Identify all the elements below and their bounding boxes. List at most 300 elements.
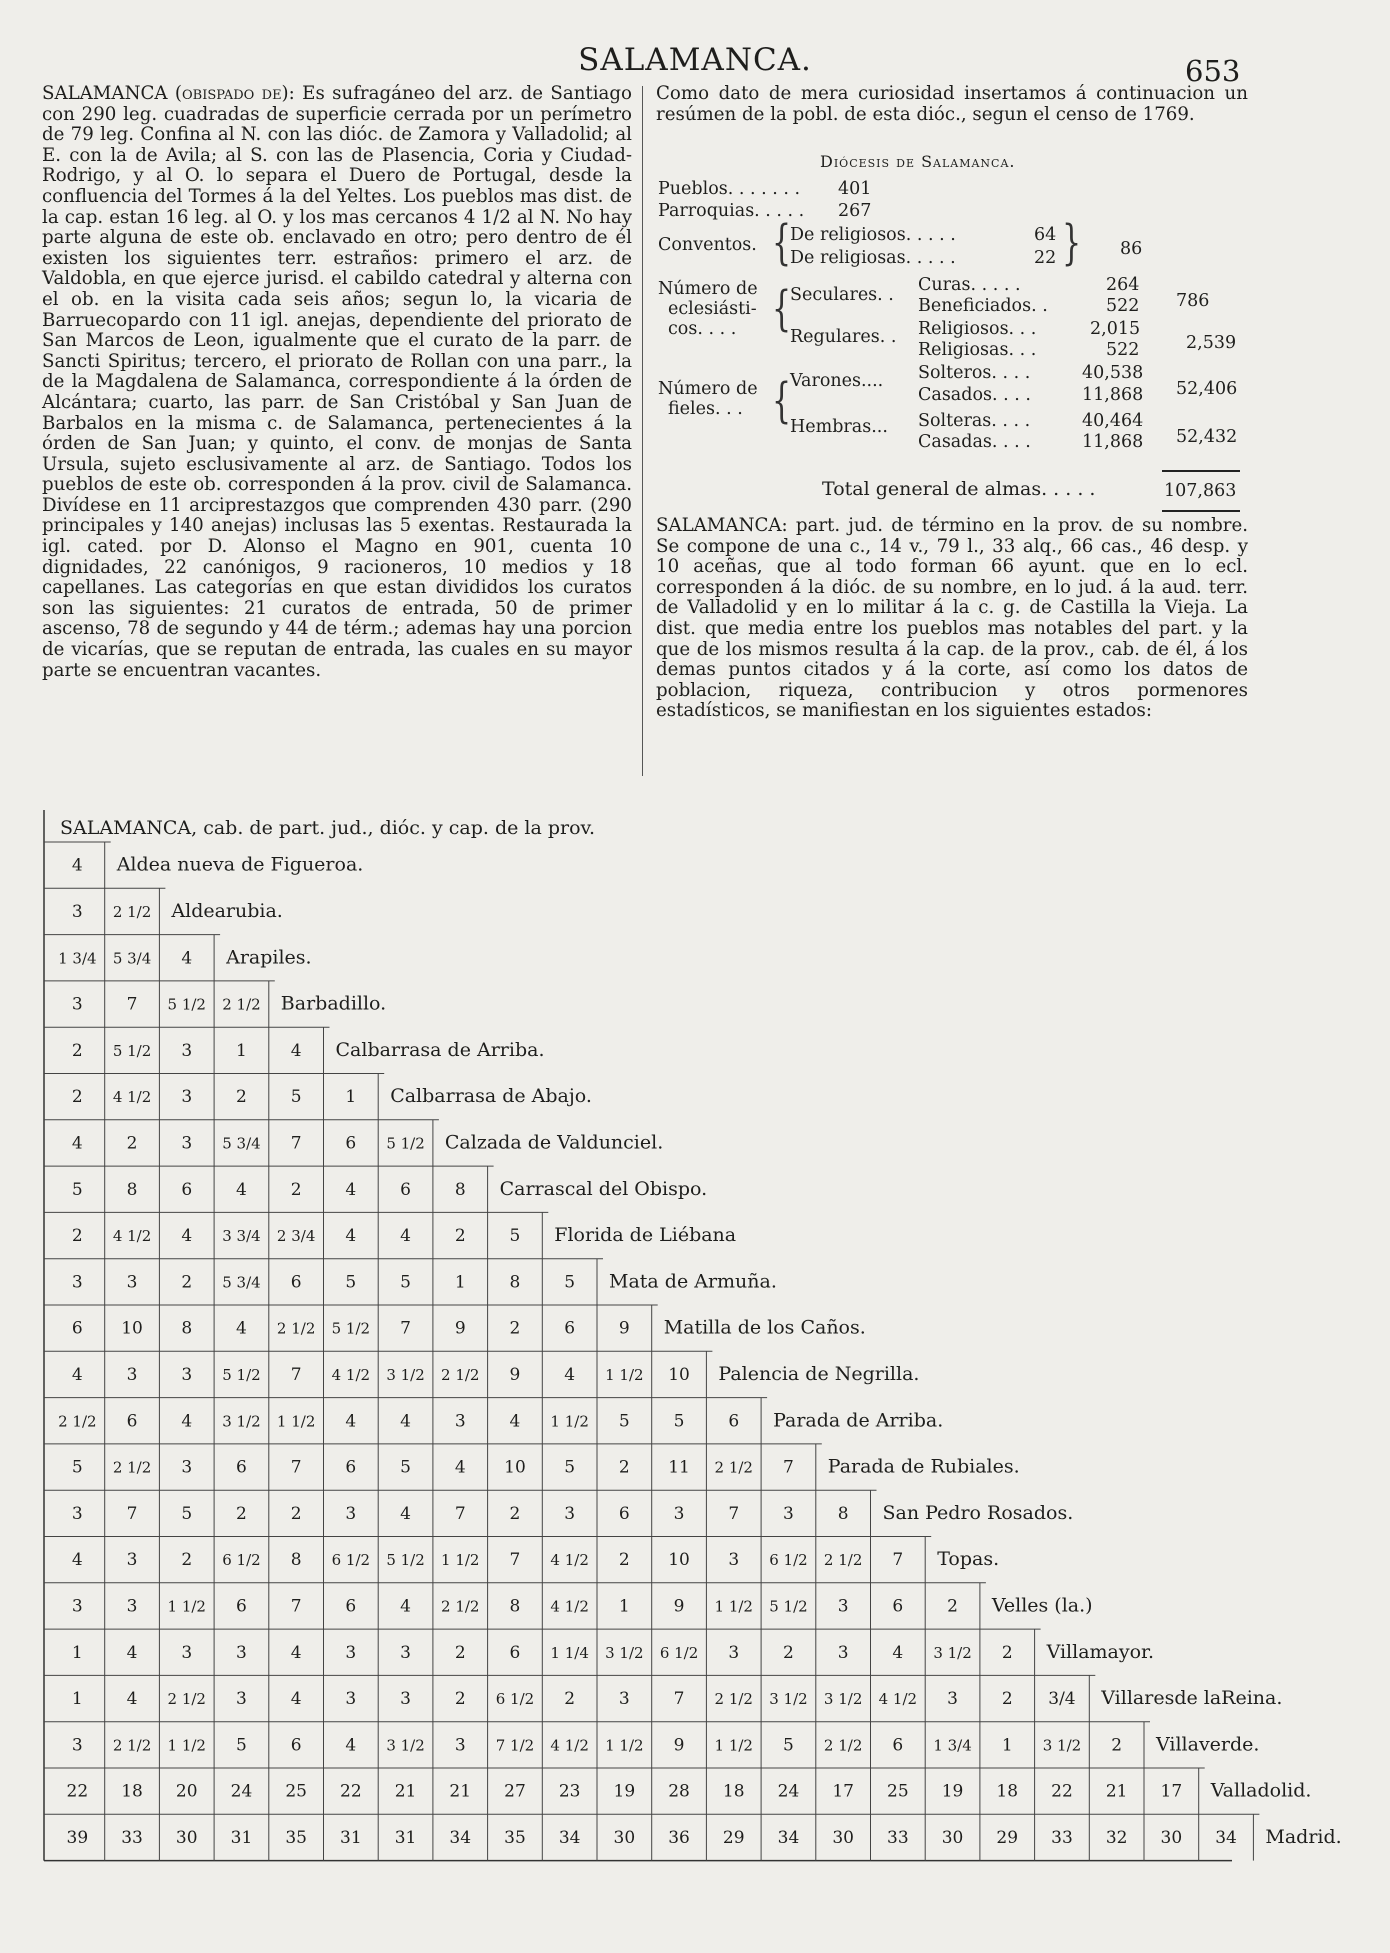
- distance-cell: 3: [454, 1411, 466, 1432]
- distance-cell: 7: [454, 1503, 466, 1524]
- distance-cell: 3: [71, 1596, 83, 1617]
- distance-cell: 1: [71, 1689, 83, 1710]
- town-name: Mata de Armuña.: [609, 1270, 777, 1293]
- table-caption: SALAMANCA, cab. de part. jud., dióc. y cap. de la prov.: [60, 817, 596, 839]
- distance-cell: 3 1/2: [386, 1736, 425, 1755]
- distance-cell: 4: [400, 1226, 411, 1247]
- distance-cell: 2 1/2: [276, 1319, 316, 1338]
- distance-cell: 8: [509, 1596, 521, 1617]
- regulares-total: 2,539: [1186, 333, 1237, 353]
- distance-cell: 1 1/4: [550, 1643, 589, 1662]
- distance-cell: 34: [558, 1828, 581, 1849]
- distance-cell: 4 1/2: [112, 1088, 152, 1107]
- distance-cell: 3: [181, 1457, 193, 1478]
- distance-cell: 2 1/2: [112, 1458, 152, 1477]
- town-name: Villaresde laReina.: [1101, 1687, 1283, 1710]
- distance-cell: 10: [121, 1318, 143, 1339]
- town-name: San Pedro Rosados.: [882, 1501, 1074, 1524]
- distance-cell: 34: [449, 1828, 472, 1849]
- distance-cell: 8: [454, 1179, 466, 1200]
- distance-cell: 5: [618, 1411, 630, 1432]
- distance-cell: 3: [345, 1503, 357, 1524]
- distance-cell: 4 1/2: [331, 1366, 371, 1385]
- distance-cell: 4: [290, 1642, 302, 1663]
- distance-cell: 3 3/4: [222, 1227, 261, 1246]
- brace-icon: }: [1062, 215, 1082, 272]
- town-name: Calzada de Valdunciel.: [444, 1131, 664, 1154]
- distance-cell: 3: [400, 1642, 411, 1663]
- distance-cell: 4: [290, 1040, 302, 1061]
- distance-cell: 9: [509, 1365, 521, 1386]
- distance-cell: 3: [236, 1689, 247, 1710]
- distance-cell: 7: [290, 1365, 302, 1386]
- town-name: Parada de Arriba.: [773, 1409, 944, 1432]
- distance-cell: 2 1/2: [222, 995, 261, 1014]
- distance-cell: 8: [290, 1550, 302, 1571]
- distance-cell: 3: [181, 1133, 193, 1154]
- distance-cell: 5 3/4: [112, 949, 152, 968]
- distance-cell: 4: [400, 1503, 411, 1524]
- distance-cell: 5: [400, 1457, 411, 1478]
- distance-cell: 5 1/2: [222, 1366, 261, 1385]
- distance-cell: 1 1/2: [441, 1551, 480, 1570]
- distance-cell: 3: [400, 1689, 411, 1710]
- distance-cell: 39: [66, 1828, 89, 1849]
- distance-cell: 2: [947, 1596, 958, 1617]
- distance-cell: 3: [126, 1596, 138, 1617]
- town-name: Velles (la.): [991, 1594, 1093, 1617]
- distance-cell: 1 3/4: [58, 949, 97, 968]
- distance-cell: 3 1/2: [222, 1412, 261, 1431]
- distance-cell: 7: [126, 1503, 138, 1524]
- distance-cell: 5 1/2: [386, 1134, 425, 1153]
- distance-cell: 7: [400, 1318, 411, 1339]
- town-name: Arapiles.: [226, 946, 312, 969]
- distance-cell: 7: [892, 1550, 904, 1571]
- distance-cell: 4: [181, 1411, 193, 1432]
- distance-cell: 4: [564, 1365, 576, 1386]
- distance-cell: 1: [454, 1272, 466, 1293]
- distance-cell: 31: [340, 1828, 362, 1849]
- distance-cell: 4: [181, 1226, 193, 1247]
- distance-cell: 22: [340, 1781, 362, 1802]
- distance-cell: 3 1/2: [769, 1690, 808, 1709]
- distance-cell: 3: [126, 1550, 138, 1571]
- distance-cell: 4: [181, 948, 193, 969]
- distance-cell: 6: [290, 1735, 302, 1756]
- solteros-value: 40,538: [1082, 363, 1144, 383]
- distance-cell: 30: [613, 1828, 636, 1849]
- distance-cell: 21: [1105, 1781, 1128, 1802]
- distance-cell: 6 1/2: [769, 1551, 808, 1570]
- distance-cell: 6 1/2: [659, 1643, 699, 1662]
- distance-cell: 3 1/2: [605, 1643, 644, 1662]
- distance-cell: 3: [71, 902, 83, 923]
- fieles-label-1: Número de: [658, 379, 758, 399]
- distance-cell: 8: [181, 1318, 193, 1339]
- distance-cell: 23: [558, 1781, 581, 1802]
- distance-cell: 2 1/2: [112, 903, 152, 922]
- distance-cell: 4: [509, 1411, 521, 1432]
- distance-cell: 3: [345, 1642, 357, 1663]
- distance-cell: 2: [454, 1642, 466, 1663]
- distance-cell: 3: [181, 1087, 193, 1108]
- distance-cell: 2 1/2: [714, 1458, 753, 1477]
- distance-cell: 24: [777, 1781, 800, 1802]
- distance-cell: 21: [394, 1781, 417, 1802]
- solteras-value: 40,464: [1082, 411, 1144, 431]
- town-name: Villamayor.: [1046, 1640, 1155, 1663]
- distance-cell: 2 1/2: [823, 1736, 863, 1755]
- distance-cell: 32: [1105, 1828, 1128, 1849]
- conventos-total: 86: [1120, 239, 1143, 259]
- distance-cell: 2: [290, 1503, 302, 1524]
- town-name: Palencia de Negrilla.: [718, 1363, 920, 1386]
- distance-cell: 2: [1001, 1642, 1013, 1663]
- page-number: 653: [1185, 54, 1241, 88]
- distance-cell: 25: [887, 1781, 909, 1802]
- distance-cell: 2: [618, 1457, 630, 1478]
- distance-cell: 7: [290, 1457, 302, 1478]
- distance-cell: 5: [236, 1735, 247, 1756]
- total-label: Total general de almas. . . . .: [822, 478, 1096, 500]
- article-lead: SALAMANCA (obispado de):: [42, 83, 295, 104]
- conv-religiosas-value: 22: [1034, 248, 1057, 268]
- distance-cell: 2: [1001, 1689, 1013, 1710]
- partido-lead: SALAMANCA:: [656, 515, 788, 536]
- distance-cell: 22: [1051, 1781, 1073, 1802]
- distance-cell: 4: [345, 1411, 357, 1432]
- distance-cell: 2: [454, 1689, 466, 1710]
- r-religiosas-label: Religiosas. . .: [918, 340, 1037, 360]
- varones-total: 52,406: [1176, 379, 1238, 399]
- distance-cell: 6 1/2: [222, 1551, 261, 1570]
- pueblos-label: Pueblos. . . . . . .: [658, 179, 801, 199]
- distance-cell: 5: [783, 1735, 794, 1756]
- distance-cell: 35: [504, 1828, 526, 1849]
- distance-cell: 18: [722, 1781, 745, 1802]
- distance-cell: 8: [509, 1272, 521, 1293]
- distance-cell: 29: [722, 1828, 745, 1849]
- town-name: Carrascal del Obispo.: [499, 1177, 708, 1200]
- distance-cell: 9: [618, 1318, 630, 1339]
- distance-cell: 7: [290, 1133, 302, 1154]
- distance-cell: 29: [996, 1828, 1019, 1849]
- pueblos-value: 401: [838, 179, 872, 199]
- distance-cell: 7: [673, 1689, 685, 1710]
- distance-cell: 5: [564, 1457, 576, 1478]
- distance-cell: 10: [504, 1457, 526, 1478]
- ecles-label-1: Número de: [658, 279, 758, 299]
- distance-cell: 3: [728, 1642, 740, 1663]
- distance-cell: 17: [1160, 1781, 1183, 1802]
- distance-cell: 3: [71, 994, 83, 1015]
- distance-cell: 6 1/2: [495, 1690, 535, 1709]
- distance-cell: 4: [71, 1365, 83, 1386]
- distance-cell: 4: [345, 1179, 357, 1200]
- distance-cell: 17: [832, 1781, 854, 1802]
- distance-cell: 6: [509, 1642, 521, 1663]
- distance-cell: 7 1/2: [495, 1736, 535, 1755]
- distance-cell: 5 1/2: [331, 1319, 371, 1338]
- distance-cell: 5 1/2: [769, 1597, 808, 1616]
- distance-cell: 6: [728, 1411, 740, 1432]
- distance-cell: 2: [71, 1226, 83, 1247]
- r-religiosas-value: 522: [1106, 340, 1140, 360]
- distance-cell: 9: [454, 1318, 466, 1339]
- beneficiados-label: Beneficiados. .: [918, 296, 1048, 316]
- distance-cell: 4 1/2: [550, 1551, 589, 1570]
- distance-cell: 2: [1111, 1735, 1123, 1756]
- distance-cell: 3: [126, 1365, 138, 1386]
- distance-cell: 22: [66, 1781, 89, 1802]
- distance-cell: 5: [290, 1087, 302, 1108]
- distance-cell: 2: [71, 1040, 83, 1061]
- distance-cell: 33: [121, 1828, 143, 1849]
- distance-cell: 5: [673, 1411, 685, 1432]
- distance-cell: 25: [285, 1781, 307, 1802]
- town-name: Matilla de los Caños.: [663, 1316, 866, 1339]
- distance-cell: 3: [564, 1503, 576, 1524]
- distance-cell: 5 1/2: [112, 1041, 152, 1060]
- distance-cell: 36: [668, 1828, 690, 1849]
- distance-cell: 2 1/2: [441, 1366, 480, 1385]
- page-title: SALAMANCA.: [578, 42, 812, 78]
- distance-cell: 6: [564, 1318, 576, 1339]
- distance-cell: 3: [126, 1272, 138, 1293]
- distance-cell: 10: [668, 1550, 690, 1571]
- distance-cell: 6: [71, 1318, 83, 1339]
- distance-cell: 1: [236, 1040, 247, 1061]
- distance-cell: 28: [668, 1781, 690, 1802]
- fieles-label-2: fieles. . .: [668, 399, 743, 419]
- distance-cell: 9: [673, 1596, 685, 1617]
- distance-cell: 2: [454, 1226, 466, 1247]
- town-name: Barbadillo.: [280, 992, 387, 1015]
- town-name: Aldearubia.: [171, 900, 283, 923]
- beneficiados-value: 522: [1106, 296, 1140, 316]
- distance-cell: 2: [783, 1642, 794, 1663]
- distance-cell: 5: [400, 1272, 411, 1293]
- brace-icon: {: [772, 281, 792, 338]
- distance-cell: 30: [832, 1828, 854, 1849]
- distance-cell: 2: [290, 1179, 302, 1200]
- distance-cell: 2: [236, 1087, 247, 1108]
- distance-cell: 18: [121, 1781, 143, 1802]
- distance-cell: 35: [285, 1828, 307, 1849]
- distance-cell: 3: [618, 1689, 630, 1710]
- distance-cell: 3: [236, 1642, 247, 1663]
- distance-cell: 6 1/2: [331, 1551, 371, 1570]
- distance-cell: 4: [236, 1179, 247, 1200]
- distance-cell: 5: [71, 1457, 83, 1478]
- town-name: Calbarrasa de Arriba.: [335, 1038, 545, 1061]
- solteros-label: Solteros. . . .: [918, 363, 1031, 383]
- distance-cell: 4: [126, 1689, 138, 1710]
- brace-icon: {: [772, 373, 792, 430]
- distance-cell: 4 1/2: [112, 1227, 152, 1246]
- partido-body: part. jud. de término en la prov. de su nombre. Se compone de una c., 14 v., 79 l., 33 alq., 66 cas., 46 desp. y 10 aceñas, que al todo forman 66 ayunt. que en lo ecl. corresponden á la dióc. de su nombre, en lo jud. á la aud. terr. de Valladolid y en lo militar á la c. g. de Castilla la Vieja. La dist. que media entre los pueblos mas notables del part. y la que de los mismos resulta á la cap. de la prov., cab. de él, á los demas puntos citados y á la corte, así como los datos de poblacion, riqueza, contribucion y otros pormenores estadísticos, se manifiestan en los siguientes estados:: [656, 515, 1248, 722]
- distance-cell: 3: [728, 1550, 740, 1571]
- distance-cell: 5: [509, 1226, 521, 1247]
- distance-cell: 1: [71, 1642, 83, 1663]
- distance-cell: 1 1/2: [714, 1597, 753, 1616]
- article-body: Es sufragáneo del arz. de Santiago con 290 leg. cuadradas de superficie cerrada por un perímetro de 79 leg. Confina al N. con las dióc. de Zamora y Valladolid; al E. con la de Avila; al S. con las de Plasencia, Coria y Ciudad-Rodrigo, y al O. lo separa el Duero de Portugal, desde la confluencia del Tormes á la del Yeltes. Los pueblos mas dist. de la cap. estan 16 leg. al O. y los mas cercanos 4 1/2 al N. No hay parte alguna de este ob. enclavado en otro; pero dentro de él existen los siguientes terr. estraños: primero el arz. de Valdobla, en que ejerce jurisd. el cabildo catedral y alterna con el ob. en la visita cada seis años; segun lo, la vicaria de Barruecopardo con 11 igl. anejas, dependiente del priorato de San Marcos de Leon, igualmente que el curato de la parr. de Sancti Spiritus; tercero, el priorato de Rollan con una parr., la de la Magdalena de Salamanca, correspondiente á la órden de Alcántara; cuarto, las parr. de San Cristóbal y San Juan de Barbalos en la misma c. de Salamanca, pertenecientes á la órden de San Juan; y quinto, el conv. de monjas de Santa Ursula, sujeto esclusivamente al arz. de Santiago. Todos los pueblos de este ob. corresponden á la prov. civil de Salamanca. Divídese en 11 arciprestazgos que comprenden 430 parr. (290 principales y 140 anejas) inclusas las 5 exentas. Restaurada la igl. cated. por D. Alonso el Magno en 901, cuenta 10 dignidades, 22 canónigos, 9 racioneros, 10 medios y 18 capellanes. Las categorías en que estan divididos los curatos son las siguientes: 21 curatos de entrada, 50 de primer ascenso, 78 de segundo y 44 de térm.; ademas hay una porcion de vicarías, que se reputan de entrada, las cuales en su mayor parte se encuentran vacantes.: [42, 83, 632, 681]
- distance-cell: 34: [1215, 1828, 1237, 1849]
- distance-cell: 3: [837, 1642, 849, 1663]
- distance-cell: 3: [783, 1503, 794, 1524]
- distance-cell: 4 1/2: [878, 1690, 918, 1709]
- distance-cell: 2 1/2: [714, 1690, 753, 1709]
- distance-cell: 4: [71, 1133, 83, 1154]
- distance-cell: 4: [400, 1411, 411, 1432]
- distance-cell: 1: [345, 1087, 357, 1108]
- distance-cell: 1 1/2: [167, 1597, 206, 1616]
- distance-cell: 30: [1160, 1828, 1183, 1849]
- distance-cell: 3: [947, 1689, 958, 1710]
- distance-cell: 2: [564, 1689, 576, 1710]
- distance-cell: 6: [236, 1596, 247, 1617]
- distance-cell: 11: [668, 1457, 690, 1478]
- ecles-label-3: cos. . . .: [668, 319, 737, 339]
- distance-cell: 4: [236, 1318, 247, 1339]
- distance-cell: 7: [509, 1550, 521, 1571]
- conv-religiosos-label: De religiosos. . . . .: [790, 225, 956, 245]
- distance-cell: 5: [564, 1272, 576, 1293]
- r-religiosos-label: Religiosos. . .: [918, 319, 1037, 339]
- distance-cell: 33: [1051, 1828, 1073, 1849]
- distance-cell: 3: [454, 1735, 466, 1756]
- hembras-label: Hembras...: [790, 417, 888, 437]
- conv-religiosas-label: De religiosas. . . . .: [790, 248, 956, 268]
- distance-cell: 2 1/2: [112, 1736, 152, 1755]
- diocese-title: Diócesis de Salamanca.: [820, 152, 1016, 171]
- conv-religiosos-value: 64: [1034, 225, 1057, 245]
- distance-cell: 24: [230, 1781, 253, 1802]
- distance-cell: 4: [345, 1735, 357, 1756]
- distance-cell: 2: [181, 1550, 193, 1571]
- distance-cell: 4 1/2: [550, 1736, 589, 1755]
- distance-cell: 1 1/2: [714, 1736, 753, 1755]
- distance-cell: 2 1/2: [58, 1412, 97, 1431]
- distance-cell: 1 1/2: [550, 1412, 589, 1431]
- distance-cell: 4: [454, 1457, 466, 1478]
- census-intro: Como dato de mera curiosidad insertamos á continuacion un resúmen de la pobl. de esta dióc., segun el censo de 1769.: [656, 83, 1248, 125]
- casadas-label: Casadas. . . .: [918, 432, 1031, 452]
- distance-cell: 3/4: [1048, 1689, 1076, 1710]
- distance-cell: 7: [126, 994, 138, 1015]
- distance-cell: 6: [892, 1596, 904, 1617]
- distance-cell: 6: [400, 1179, 411, 1200]
- hembras-total: 52,432: [1176, 427, 1238, 447]
- distance-cell: 1: [618, 1596, 630, 1617]
- distance-cell: 2: [236, 1503, 247, 1524]
- distance-cell: 5: [71, 1179, 83, 1200]
- distance-cell: 4: [290, 1689, 302, 1710]
- casados-value: 11,868: [1082, 385, 1144, 405]
- distance-cell: 2 1/2: [823, 1551, 863, 1570]
- casadas-value: 11,868: [1082, 432, 1144, 452]
- distance-cell: 6: [181, 1179, 193, 1200]
- distance-cell: 4: [892, 1642, 904, 1663]
- distance-cell: 2: [181, 1272, 193, 1293]
- distance-cell: 6: [345, 1596, 357, 1617]
- distance-cell: 3: [837, 1596, 849, 1617]
- distance-cell: 6: [290, 1272, 302, 1293]
- distance-cell: 1 3/4: [933, 1736, 972, 1755]
- town-name: Valladolid.: [1210, 1779, 1312, 1802]
- distance-cell: 7: [728, 1503, 740, 1524]
- town-name: Calbarrasa de Abajo.: [390, 1085, 592, 1108]
- parroquias-label: Parroquias. . . . .: [658, 201, 805, 221]
- distance-cell: 3 1/2: [1042, 1736, 1082, 1755]
- distance-cell: 3: [181, 1365, 193, 1386]
- distance-cell: 5 3/4: [222, 1273, 261, 1292]
- distance-cell: 2 1/2: [167, 1690, 206, 1709]
- distance-cell: 21: [449, 1781, 472, 1802]
- town-name: Topas.: [937, 1548, 1000, 1571]
- distance-cell: 6: [236, 1457, 247, 1478]
- distance-cell: 2: [71, 1087, 83, 1108]
- distance-cell: 2: [509, 1318, 521, 1339]
- distance-cell: 34: [777, 1828, 800, 1849]
- distance-cell: 27: [504, 1781, 526, 1802]
- distance-cell: 30: [175, 1828, 198, 1849]
- regulares-label: Regulares. .: [790, 327, 897, 347]
- distance-cell: 6: [345, 1457, 357, 1478]
- brace-icon: {: [772, 215, 792, 272]
- distance-cell: 4: [71, 855, 83, 876]
- distance-cell: 5: [345, 1272, 357, 1293]
- distance-cell: 4: [126, 1642, 138, 1663]
- distance-cell: 1 1/2: [276, 1412, 316, 1431]
- distance-cell: 6: [126, 1411, 138, 1432]
- curas-value: 264: [1106, 275, 1140, 295]
- distance-cell: 3: [181, 1040, 193, 1061]
- distance-cell: 6: [892, 1735, 904, 1756]
- distance-cell: 2 3/4: [276, 1227, 316, 1246]
- distance-cell: 1: [1001, 1735, 1013, 1756]
- distance-cell: 19: [941, 1781, 964, 1802]
- distance-cell: 2: [509, 1503, 521, 1524]
- conventos-label: Conventos.: [658, 235, 757, 255]
- ecles-label-2: eclesiásti-: [668, 299, 757, 319]
- distance-cell: 19: [613, 1781, 636, 1802]
- total-value: 107,863: [1164, 481, 1237, 501]
- distance-cell: 20: [175, 1781, 198, 1802]
- distance-cell: 3 1/2: [933, 1643, 972, 1662]
- town-name: Villaverde.: [1156, 1733, 1260, 1756]
- solteras-label: Solteras. . . .: [918, 411, 1031, 431]
- distance-cell: 4: [71, 1550, 83, 1571]
- distance-cell: 1 1/2: [167, 1736, 206, 1755]
- distance-cell: 3 1/2: [823, 1690, 863, 1709]
- distance-cell: 4: [400, 1596, 411, 1617]
- curas-label: Curas. . . . .: [918, 275, 1021, 295]
- distance-cell: 33: [887, 1828, 909, 1849]
- distance-cell: 31: [394, 1828, 417, 1849]
- distance-cell: 6: [345, 1133, 357, 1154]
- distance-cell: 5 1/2: [386, 1551, 425, 1570]
- distance-cell: 9: [673, 1735, 685, 1756]
- distance-cell: 1 1/2: [605, 1366, 644, 1385]
- distance-cell: 4 1/2: [550, 1597, 589, 1616]
- distance-cell: 1 1/2: [605, 1736, 644, 1755]
- town-name: Madrid.: [1265, 1826, 1342, 1849]
- town-name: Aldea nueva de Figueroa.: [116, 853, 364, 876]
- distance-cell: 18: [996, 1781, 1019, 1802]
- distance-cell: 5 1/2: [167, 995, 206, 1014]
